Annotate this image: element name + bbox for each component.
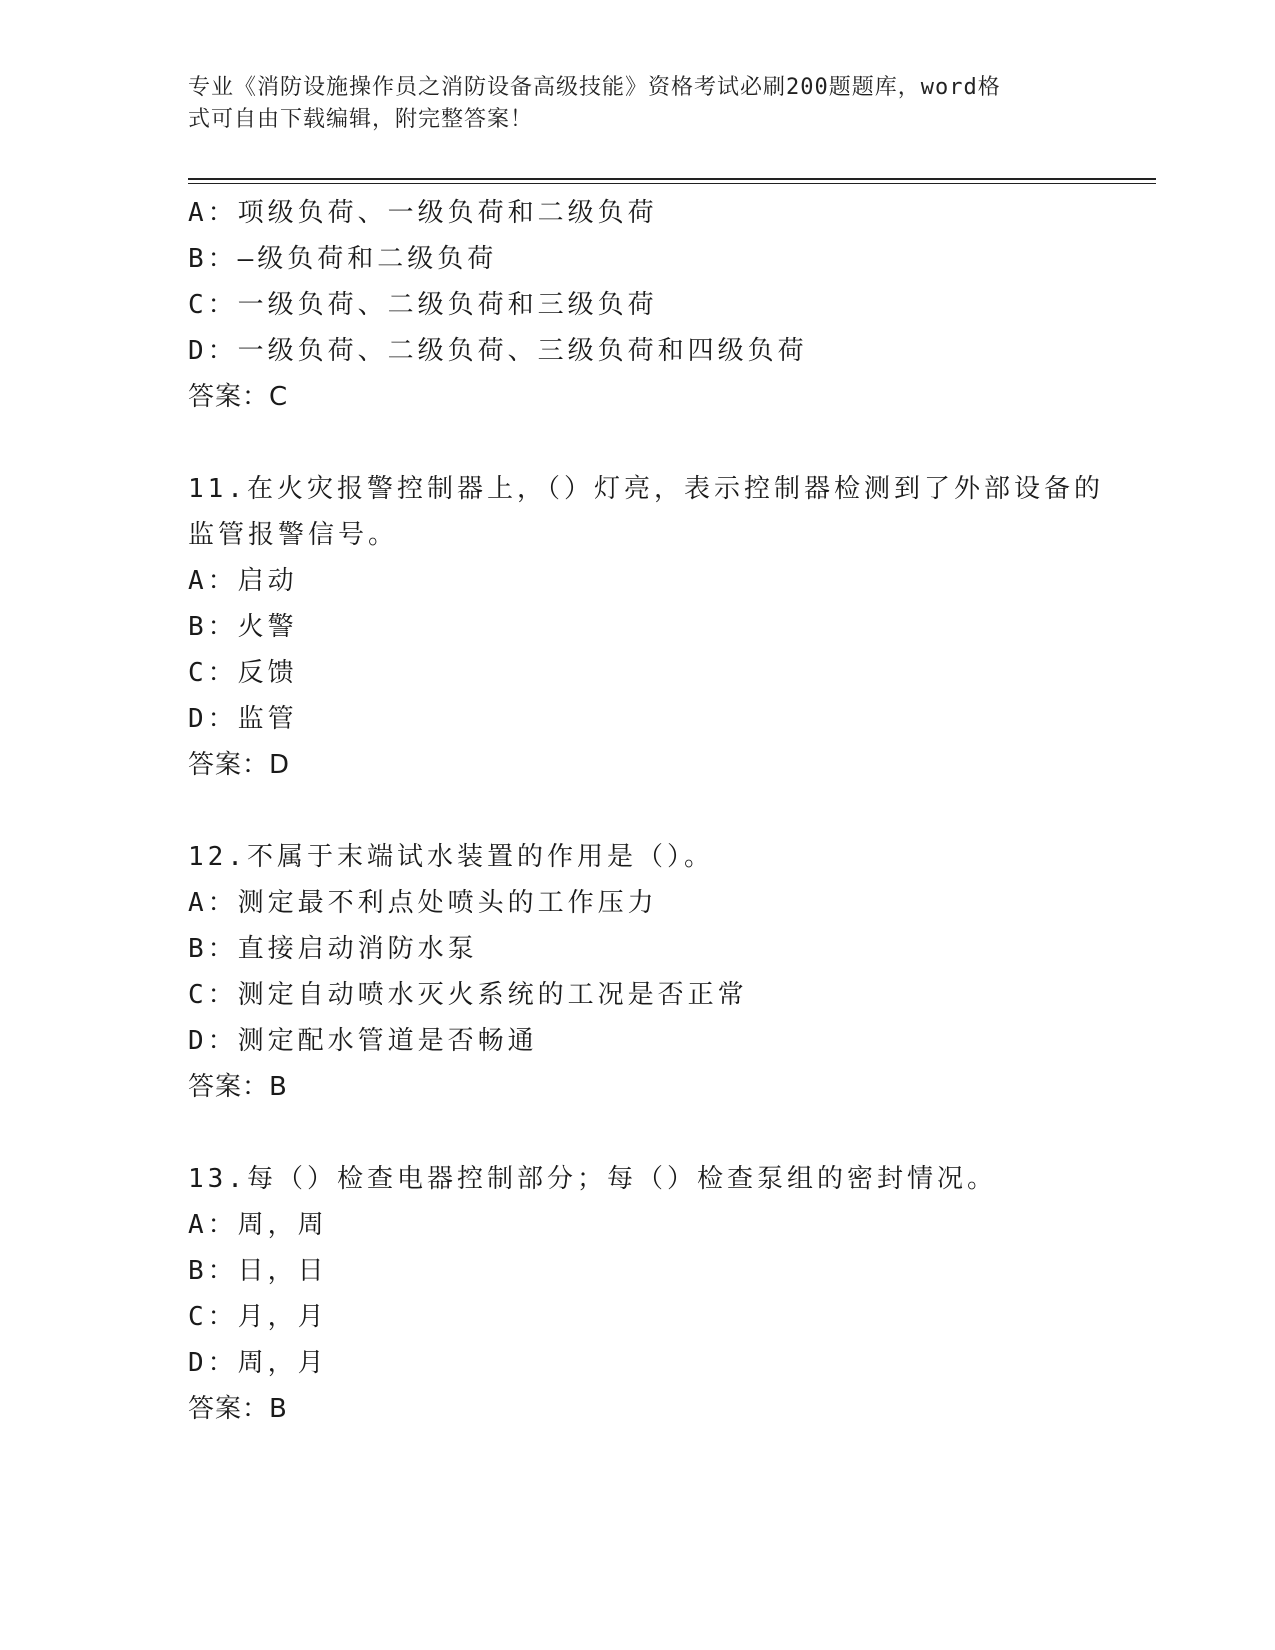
answer-line: 答案：B bbox=[188, 1072, 288, 1102]
option-c: C：反馈 bbox=[188, 658, 298, 688]
question-13 bbox=[188, 1156, 1156, 1432]
option-b: B：日，日 bbox=[188, 1256, 328, 1286]
question-list bbox=[188, 190, 1156, 1432]
option-d: D：一级负荷、二级负荷、三级负荷和四级负荷 bbox=[188, 336, 808, 366]
page-header bbox=[188, 72, 1088, 136]
question-stem: 13.每（）检查电器控制部分；每（）检查泵组的密封情况。 bbox=[188, 1164, 997, 1194]
answer-line: 答案：C bbox=[188, 382, 289, 412]
header-rule-thin bbox=[188, 183, 1156, 184]
spacer bbox=[188, 1110, 1156, 1156]
header-line-2: 式可自由下载编辑，附完整答案！ bbox=[188, 107, 534, 132]
question-stem-line-2: 监管报警信号。 bbox=[188, 520, 399, 550]
option-a: A：项级负荷、一级负荷和二级负荷 bbox=[188, 198, 658, 228]
option-d: D：测定配水管道是否畅通 bbox=[188, 1026, 538, 1056]
header-line-1: 专业《消防设施操作员之消防设备高级技能》资格考试必刷200题题库，word格 bbox=[188, 75, 1001, 100]
question-10 bbox=[188, 190, 1156, 420]
spacer bbox=[188, 788, 1156, 834]
option-a: A：测定最不利点处喷头的工作压力 bbox=[188, 888, 658, 918]
question-11 bbox=[188, 466, 1156, 788]
option-c: C：测定自动喷水灭火系统的工况是否正常 bbox=[188, 980, 748, 1010]
option-b: B：直接启动消防水泵 bbox=[188, 934, 478, 964]
option-a: A：周，周 bbox=[188, 1210, 328, 1240]
answer-line: 答案：D bbox=[188, 750, 291, 780]
option-b: B：火警 bbox=[188, 612, 298, 642]
option-c: C：月，月 bbox=[188, 1302, 328, 1332]
answer-line: 答案：B bbox=[188, 1394, 288, 1424]
option-a: A：启动 bbox=[188, 566, 298, 596]
option-c: C：一级负荷、二级负荷和三级负荷 bbox=[188, 290, 658, 320]
option-d: D：监管 bbox=[188, 704, 298, 734]
question-12 bbox=[188, 834, 1156, 1110]
option-b: B：—级负荷和二级负荷 bbox=[188, 244, 498, 274]
header-rule-thick bbox=[188, 178, 1156, 180]
question-stem-line-1: 11.在火灾报警控制器上，（）灯亮，表示控制器检测到了外部设备的 bbox=[188, 474, 1104, 504]
option-d: D：周，月 bbox=[188, 1348, 328, 1378]
question-stem: 12.不属于末端试水装置的作用是（）。 bbox=[188, 842, 714, 872]
spacer bbox=[188, 420, 1156, 466]
